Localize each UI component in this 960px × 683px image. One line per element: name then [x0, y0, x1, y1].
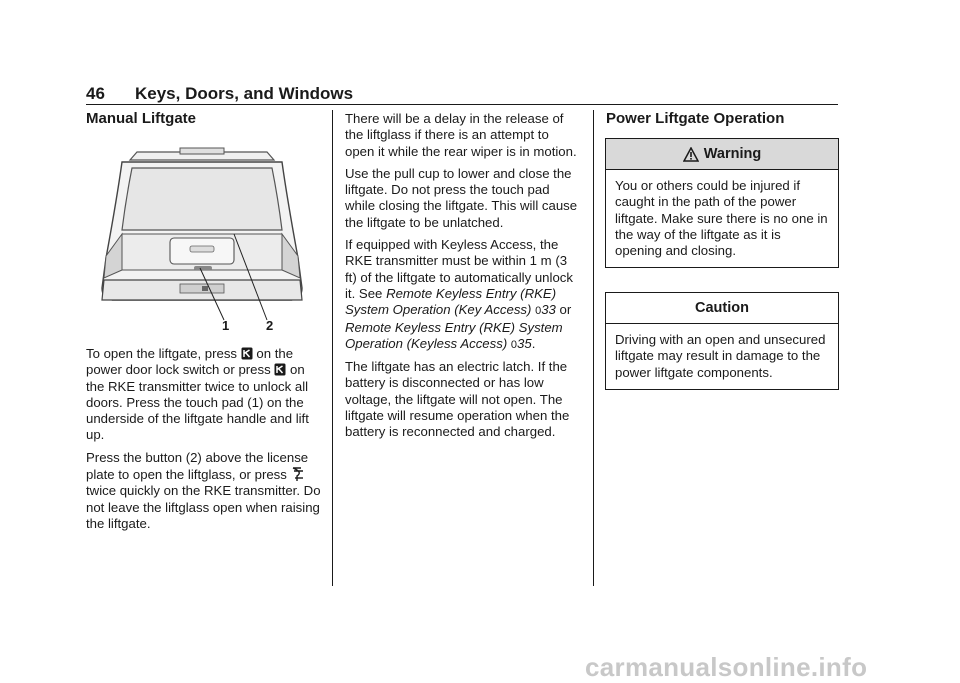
- caution-box: [605, 292, 839, 390]
- page-number: 46: [86, 84, 105, 103]
- column-1: [86, 111, 320, 127]
- column-1-text: [86, 346, 322, 538]
- liftglass-release-icon: [291, 466, 305, 482]
- warning-title: Warning: [703, 146, 762, 162]
- paragraph-delay: There will be a delay in the release of the liftglass if there is an attempt to open it while the rear wiper is in motion.: [345, 111, 577, 159]
- warning-triangle-icon: [683, 147, 699, 162]
- page-header: [86, 84, 353, 104]
- warning-body: You or others could be injured if caught in the path of the power liftgate. Make sure there is no one in the way of the liftgate as it is opening and closing.: [615, 178, 828, 259]
- warning-box: [605, 138, 839, 268]
- caution-body: Driving with an open and unsecured liftgate may result in damage to the power liftgate components.: [615, 332, 826, 380]
- unlock-key-icon: [241, 347, 253, 360]
- callout-1: 1: [222, 318, 230, 333]
- paragraph-keyless: If equipped with Keyless Access, the RKE transmitter must be within 1 m (3 ft) of the liftgate to automatically unlock it. See Remote Keyless Entry (RKE) System Operation (Key Access) 033 or Remote Keyless Entry (RKE) System Operation (Keyless Access) 035.: [345, 237, 573, 351]
- column-2: [345, 111, 580, 447]
- xref-rke-keyless-access[interactable]: Remote Keyless Entry (RKE) System Operation (Keyless Access): [345, 319, 563, 351]
- page-ref-33[interactable]: 33: [541, 302, 556, 318]
- page-ref-icon: 0: [510, 338, 518, 351]
- paragraph-open-liftgate: To open the liftgate, press on the power door lock switch or press on the RKE transmitter twice to unlock all doors. Press the touch pad (1) on the underside of the liftgate handle and lift up.: [86, 346, 309, 443]
- manual-liftgate-heading: Manual Liftgate: [86, 110, 197, 127]
- page-ref-35[interactable]: 35: [517, 335, 532, 351]
- header-rule: [86, 104, 838, 105]
- watermark: carmanualsonline.info: [585, 652, 868, 682]
- section-title: Keys, Doors, and Windows: [135, 84, 354, 103]
- caution-title: Caution: [606, 293, 838, 324]
- paragraph-electric-latch: The liftgate has an electric latch. If the battery is disconnected or has low voltage, the liftgate will not open. The liftgate will resume operation when the battery is reconnected and charged.: [345, 359, 570, 440]
- xref-rke-key-access[interactable]: Remote Keyless Entry (RKE) System Operation (Key Access): [345, 285, 557, 318]
- unlock-key-icon: [274, 363, 286, 376]
- column-divider-2: [593, 110, 594, 586]
- column-divider-1: [332, 110, 333, 586]
- paragraph-close: Use the pull cup to lower and close the liftgate. Do not press the touch pad while closing the liftgate. This will cause the liftgate to be unlatched.: [345, 165, 578, 230]
- callout-2: 2: [266, 318, 274, 333]
- power-liftgate-heading: Power Liftgate Operation: [606, 110, 785, 127]
- column-3: [606, 111, 838, 127]
- liftgate-illustration: [92, 138, 312, 338]
- warning-header: [606, 139, 838, 170]
- page-ref-icon: 0: [535, 305, 542, 318]
- paragraph-liftglass: Press the button (2) above the license plate to open the liftglass, or press twice quickly on the RKE transmitter. Do not leave the liftglass open when raising the liftgate.: [86, 449, 321, 531]
